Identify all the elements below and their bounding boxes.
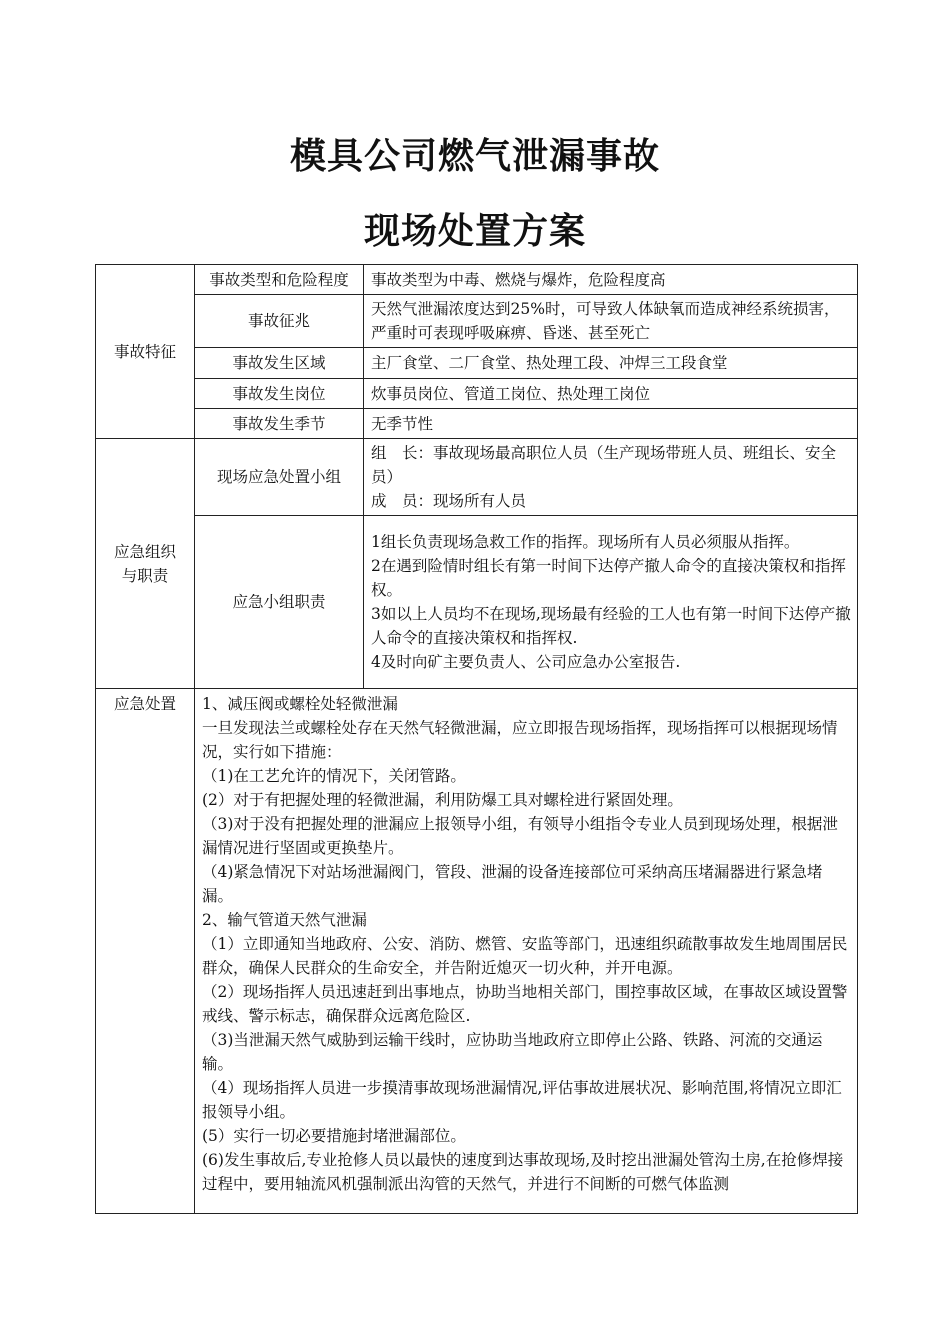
- disposal-plan-table: [95, 264, 858, 1214]
- row-key: 事故发生岗位: [195, 379, 364, 409]
- row-value: 无季节性: [364, 409, 858, 439]
- text-line: (6)发生事故后,专业抢修人员以最快的速度到达事故现场,及时挖出泄漏处管沟土房,在抢修焊接过程中，要用轴流风机强制派出沟管的天然气，并进行不间断的可燃气体监测: [202, 1151, 844, 1193]
- text-line: 组 长：事故现场最高职位人员（生产现场带班人员、班组长、安全员）: [371, 444, 837, 486]
- text-line: (2）对于有把握处理的轻微泄漏，利用防爆工具对螺栓进行紧固处理。: [202, 791, 683, 809]
- text-line: 成 员：现场所有人员: [371, 492, 527, 510]
- text-line: （3)当泄漏天然气威胁到运输干线时，应协助当地政府立即停止公路、铁路、河流的交通运输。: [202, 1031, 823, 1073]
- text-line: 2在遇到险情时组长有第一时间下达停产撤人命令的直接决策权和指挥权。: [371, 557, 846, 599]
- table-row: [96, 295, 858, 348]
- row-key: 事故发生区域: [195, 348, 364, 379]
- row-value: 主厂食堂、二厂食堂、热处理工段、冲焊三工段食堂: [364, 348, 858, 379]
- table-row: [96, 439, 858, 516]
- row-value: [364, 516, 858, 689]
- section-label-accident-features: 事故特征: [96, 265, 195, 439]
- disposal-content: [195, 689, 858, 1214]
- section-label-organization: [96, 439, 195, 689]
- section-label-line: 与职责: [121, 566, 169, 585]
- row-key: 事故发生季节: [195, 409, 364, 439]
- text-line: 1组长负责现场急救工作的指挥。现场所有人员必须服从指挥。: [371, 533, 800, 551]
- row-key: 事故类型和危险程度: [195, 265, 364, 295]
- row-value: 事故类型为中毒、燃烧与爆炸，危险程度高: [364, 265, 858, 295]
- text-line: 2、输气管道天然气泄漏: [202, 911, 367, 929]
- row-value: 天然气泄漏浓度达到25%时，可导致人体缺氧而造成神经系统损害，严重时可表现呼吸麻痹、昏迷、甚至死亡: [364, 295, 858, 348]
- table-row: [96, 265, 858, 295]
- section-label-line: 应急组织: [113, 542, 176, 561]
- text-line: 1、减压阀或螺栓处轻微泄漏: [202, 695, 398, 713]
- table-row: [96, 348, 858, 379]
- row-key: 事故征兆: [195, 295, 364, 348]
- text-line: （4)紧急情况下对站场泄漏阀门，管段、泄漏的设备连接部位可采纳高压堵漏器进行紧急堵漏。: [202, 863, 823, 905]
- section-label-emergency-disposal: 应急处置: [96, 689, 195, 1214]
- text-line: （2）现场指挥人员迅速赶到出事地点，协助当地相关部门，围控事故区域，在事故区域设置警戒线、警示标志，确保群众远离危险区.: [202, 983, 848, 1025]
- text-line: （1)在工艺允许的情况下，关闭管路。: [202, 767, 466, 785]
- document-subtitle: 现场处置方案: [363, 211, 586, 252]
- text-line: （1）立即通知当地政府、公安、消防、燃管、安监等部门，迅速组织疏散事故发生地周围居民群众，确保人民群众的生命安全，并告附近熄灭一切火种，并开电源。: [202, 935, 848, 977]
- table-row: [96, 516, 858, 689]
- text-line: 3如以上人员均不在现场,现场最有经验的工人也有第一时间下达停产撤人命令的直接决策权和指挥权.: [371, 605, 851, 647]
- text-line: (5）实行一切必要措施封堵泄漏部位。: [202, 1127, 466, 1145]
- row-value: [364, 439, 858, 516]
- text-line: 4及时向矿主要负责人、公司应急办公室报告.: [371, 653, 681, 671]
- table-row: [96, 409, 858, 439]
- text-line: （4）现场指挥人员进一步摸清事故现场泄漏情况,评估事故进展状况、影响范围,将情况立即汇报领导小组。: [202, 1079, 842, 1121]
- document-title: 模具公司燃气泄漏事故: [289, 136, 660, 177]
- table-row: [96, 379, 858, 409]
- row-value: 炊事员岗位、管道工岗位、热处理工岗位: [364, 379, 858, 409]
- row-key: 现场应急处置小组: [195, 439, 364, 516]
- text-line: 一旦发现法兰或螺栓处存在天然气轻微泄漏，应立即报告现场指挥，现场指挥可以根据现场情况，实行如下措施：: [202, 719, 838, 761]
- row-key: 应急小组职责: [195, 516, 364, 689]
- text-line: （3)对于没有把握处理的泄漏应上报领导小组，有领导小组指令专业人员到现场处理，根据泄漏情况进行坚固或更换垫片。: [202, 815, 838, 857]
- table-row: [96, 689, 858, 1214]
